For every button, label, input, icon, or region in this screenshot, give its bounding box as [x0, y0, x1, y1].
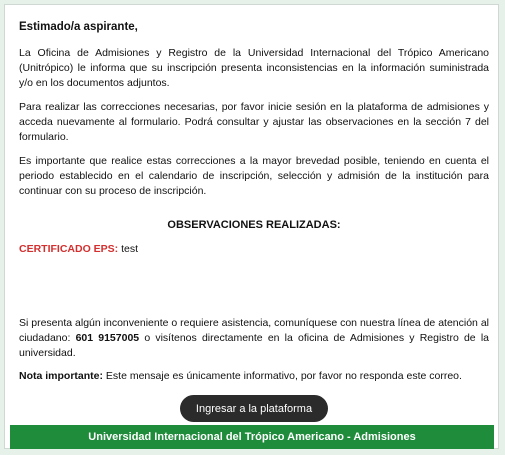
important-note: [19, 370, 462, 382]
help-text-before: Si presenta algún inconveniente o requiere asistencia, comuníquese con nuestra línea de atención al ciudadano:: [19, 317, 489, 344]
observation-item: [19, 243, 138, 255]
observation-value: test: [121, 243, 139, 255]
help-paragraph: [19, 316, 489, 361]
paragraph-deadline: Es importante que realice estas correcciones a la mayor brevedad posible, teniendo en cuenta el periodo establecido en el calendario de inscripción, selección y admisión de la institución para continuar con su proceso de inscripción.: [19, 155, 489, 197]
help-text-after: o visítenos directamente en la oficina de Admisiones y Registro de la universidad.: [19, 332, 489, 359]
footer-bar: Universidad Internacional del Trópico Americano - Admisiones: [10, 425, 494, 449]
email-body: [19, 21, 489, 382]
note-text: Este mensaje es únicamente informativo, por favor no responda este correo.: [103, 370, 462, 382]
paragraph-instructions: Para realizar las correcciones necesarias, por favor inicie sesión en la plataforma de admisiones y acceda nuevamente al formulario. Podrá consultar y ajustar las observaciones en la sección 7 del formulario.: [19, 101, 489, 143]
observation-key: CERTIFICADO EPS:: [19, 243, 119, 255]
phone-number: 601 9157005: [75, 332, 140, 344]
note-label: Nota importante:: [19, 370, 103, 382]
login-platform-button[interactable]: Ingresar a la plataforma: [180, 395, 328, 422]
observations-title: OBSERVACIONES REALIZADAS:: [167, 219, 341, 231]
paragraph-intro: La Oficina de Admisiones y Registro de la Universidad Internacional del Trópico Americano (Unitrópico) le informa que su inscripción presenta inconsistencias en la información suministrada y/o en los documentos adjuntos.: [19, 47, 489, 89]
email-card: [4, 4, 499, 449]
greeting: Estimado/a aspirante,: [19, 21, 138, 33]
